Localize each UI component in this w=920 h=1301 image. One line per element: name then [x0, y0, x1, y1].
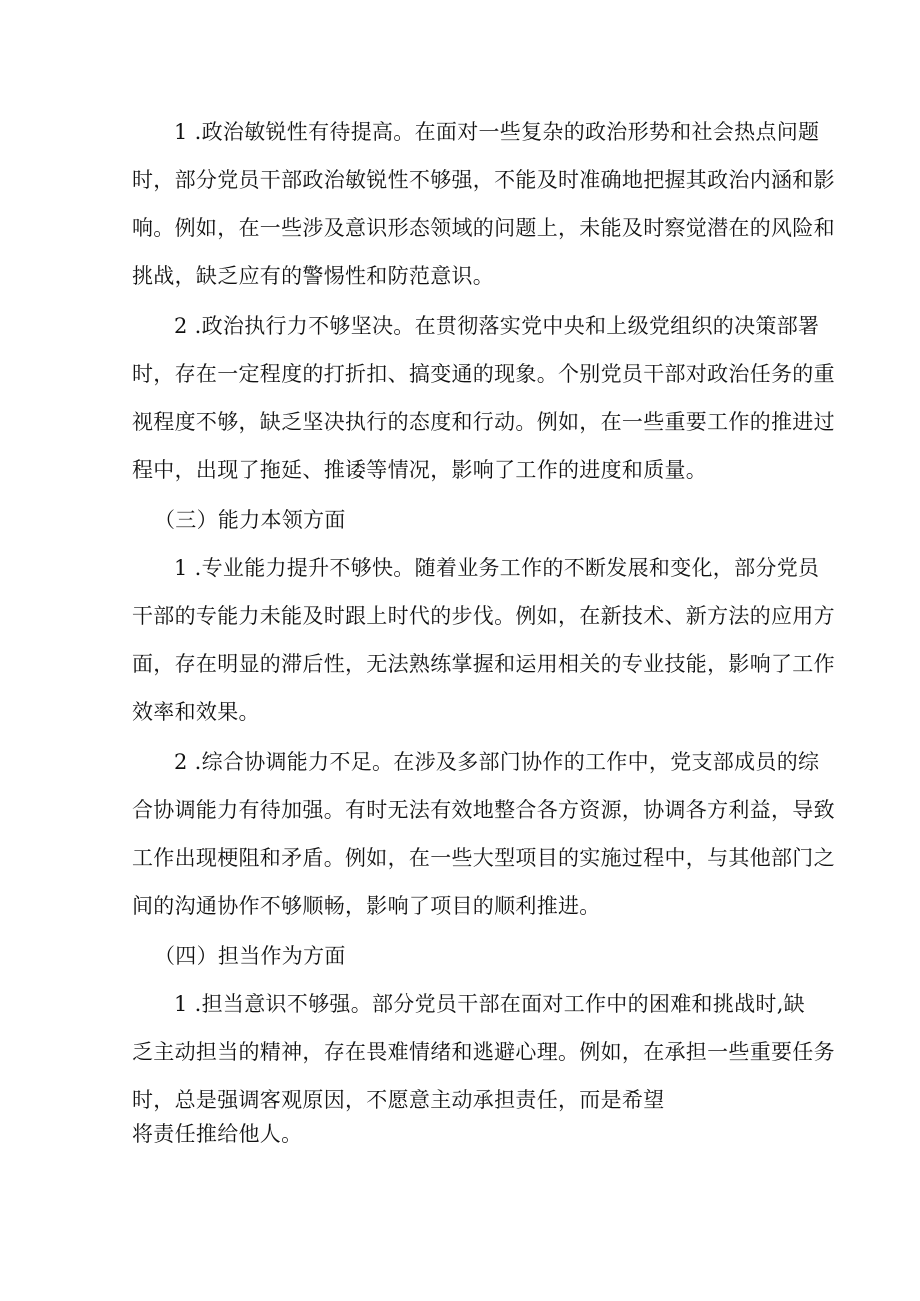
paragraph-5-line-1: 1 .担当意识不够强。部分党员干部在面对工作中的困难和挑战时,缺 — [174, 992, 805, 1016]
paragraph-5-line-3: 时，总是强调客观原因，不愿意主动承担责任，而是希望 — [132, 1088, 665, 1112]
section-heading-3: （三）能力本领方面 — [154, 508, 346, 532]
paragraph-3-line-4: 效率和效果。 — [132, 700, 260, 724]
paragraph-1-line-3: 响。例如，在一些涉及意识形态领域的问题上，未能及时察觉潜在的风险和 — [132, 216, 835, 240]
paragraph-4-line-3: 工作出现梗阻和矛盾。例如，在一些大型项目的实施过程中，与其他部门之 — [132, 846, 835, 870]
paragraph-5-line-4: 将责任推给他人。 — [132, 1122, 303, 1146]
paragraph-4-line-2: 合协调能力有待加强。有时无法有效地整合各方资源，协调各方利益，导致 — [132, 798, 835, 822]
paragraph-3-line-1: 1 .专业能力提升不够快。随着业务工作的不断发展和变化，部分党员 — [174, 556, 820, 580]
paragraph-1-line-1: 1 .政治敏锐性有待提高。在面对一些复杂的政治形势和社会热点问题 — [174, 120, 820, 144]
section-heading-4: （四）担当作为方面 — [154, 944, 346, 968]
paragraph-3-line-2: 干部的专能力未能及时跟上时代的步伐。例如，在新技术、新方法的应用方 — [132, 604, 835, 628]
paragraph-2-line-1: 2 .政治执行力不够坚决。在贯彻落实党中央和上级党组织的决策部署 — [174, 314, 820, 338]
paragraph-1-line-2: 时，部分党员干部政治敏锐性不够强，不能及时准确地把握其政治内涵和影 — [132, 168, 835, 192]
paragraph-4-line-1: 2 .综合协调能力不足。在涉及多部门协作的工作中，党支部成员的综 — [174, 750, 820, 774]
paragraph-2-line-4: 程中，出现了拖延、推诿等情况，影响了工作的进度和质量。 — [132, 458, 708, 482]
paragraph-2-line-3: 视程度不够，缺乏坚决执行的态度和行动。例如，在一些重要工作的推进过 — [132, 410, 835, 434]
paragraph-2-line-2: 时，存在一定程度的打折扣、搞变通的现象。个别党员干部对政治任务的重 — [132, 362, 835, 386]
paragraph-1-line-4: 挑战，缺乏应有的警惕性和防范意识。 — [132, 264, 495, 288]
paragraph-5-line-2: 乏主动担当的精神，存在畏难情绪和逃避心理。例如，在承担一些重要任务 — [132, 1040, 835, 1064]
paragraph-3-line-3: 面，存在明显的滞后性，无法熟练掌握和运用相关的专业技能，影响了工作 — [132, 652, 835, 676]
paragraph-4-line-4: 间的沟通协作不够顺畅，影响了项目的顺利推进。 — [132, 894, 601, 918]
